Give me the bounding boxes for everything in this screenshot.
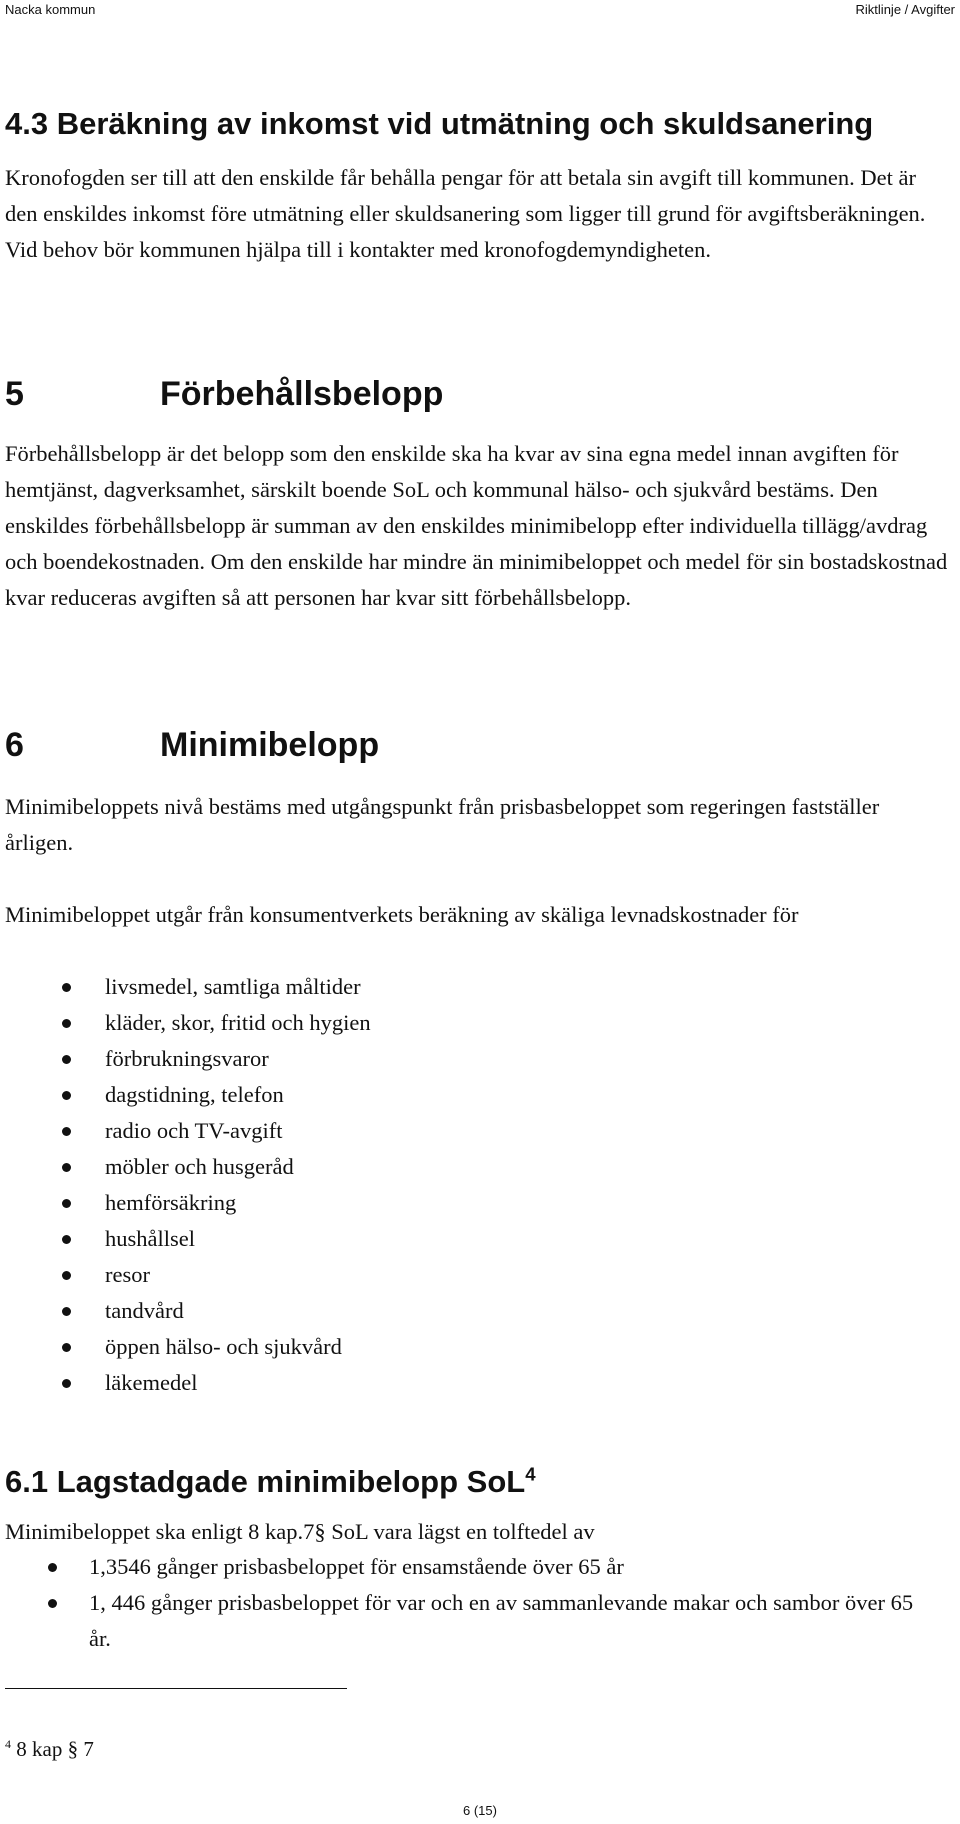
bullet-icon [62, 1163, 71, 1172]
paragraph-4-3: Kronofogden ser till att den enskilde får behålla pengar för att betala sin avgift till kommunen. Det är den enskildes inkomst före utmätning eller skuldsanering som ligger till grund för avgiftsberäkningen. Vid behov bör kommunen hjälpa till i kontakter med kronofogdemyndigheten. [5, 165, 926, 262]
bullet-icon [62, 1271, 71, 1280]
paragraph-6-2: Minimibeloppet utgår från konsumentverkets beräkning av skäliga levnadskostnader för [5, 902, 799, 927]
page-number: 6 (15) [463, 1803, 497, 1818]
paragraph-6-1: Minimibeloppets nivå bestäms med utgångspunkt från prisbasbeloppet som regeringen fastställer årligen. [5, 794, 880, 855]
cost-items-list [105, 969, 925, 1401]
minimum-amount-list [89, 1549, 929, 1657]
list-item: resor [105, 1257, 925, 1293]
heading-6-1-text: 6.1 Lagstadgade minimibelopp SoL [5, 1464, 526, 1499]
heading-6-title: Minimibelopp [160, 726, 380, 764]
list-item: hushållsel [105, 1221, 925, 1257]
list-item: 1, 446 gånger prisbasbeloppet för var och en av sammanlevande makar och sambor över 65 år. [89, 1585, 929, 1657]
bullet-icon [62, 1091, 71, 1100]
header-document-type: Riktlinje / Avgifter [855, 2, 955, 17]
bullet-icon [48, 1563, 57, 1572]
bullet-icon [62, 1055, 71, 1064]
heading-4-3: 4.3 Beräkning av inkomst vid utmätning och skuldsanering [5, 106, 874, 141]
list-item: läkemedel [105, 1365, 925, 1401]
bullet-icon [48, 1599, 57, 1608]
bullet-icon [62, 983, 71, 992]
list-item: kläder, skor, fritid och hygien [105, 1005, 925, 1041]
footnote-text: 8 kap § 7 [16, 1737, 94, 1761]
heading-6 [5, 726, 379, 765]
list-item: förbrukningsvaror [105, 1041, 925, 1077]
list-item: möbler och husgeråd [105, 1149, 925, 1185]
bullet-icon [62, 1307, 71, 1316]
bullet-icon [62, 1127, 71, 1136]
paragraph-6-1-intro: Minimibeloppet ska enligt 8 kap.7§ SoL vara lägst en tolftedel av [5, 1519, 595, 1544]
footnote-marker: 4 [5, 1737, 11, 1751]
heading-5 [5, 375, 443, 414]
footnote [5, 1737, 94, 1762]
list-item: livsmedel, samtliga måltider [105, 969, 925, 1005]
header-organization: Nacka kommun [5, 2, 96, 17]
bullet-icon [62, 1235, 71, 1244]
bullet-icon [62, 1019, 71, 1028]
heading-6-number: 6 [5, 726, 24, 764]
footnote-separator [5, 1688, 347, 1689]
paragraph-5: Förbehållsbelopp är det belopp som den enskilde ska ha kvar av sina egna medel innan avgiften för hemtjänst, dagverksamhet, särskilt boende SoL och kommunal hälso- och sjukvård bestäms. Den enskildes förbehållsbelopp är summan av den enskildes minimibelopp efter individuella tillägg/avdrag och boendekostnaden. Om den enskilde har mindre än minimibeloppet och medel för sin bostadskostnad kvar reduceras avgiften så att personen har kvar sitt förbehållsbelopp. [5, 441, 948, 610]
bullet-icon [62, 1379, 71, 1388]
bullet-icon [62, 1343, 71, 1352]
list-item: dagstidning, telefon [105, 1077, 925, 1113]
list-item: radio och TV-avgift [105, 1113, 925, 1149]
heading-5-number: 5 [5, 375, 24, 413]
heading-5-title: Förbehållsbelopp [160, 375, 444, 413]
bullet-icon [62, 1199, 71, 1208]
list-item: 1,3546 gånger prisbasbeloppet för ensamstående över 65 år [89, 1549, 929, 1585]
footnote-reference: 4 [525, 1463, 536, 1485]
list-item: hemförsäkring [105, 1185, 925, 1221]
list-item: tandvård [105, 1293, 925, 1329]
heading-6-1 [5, 1464, 536, 1500]
list-item: öppen hälso- och sjukvård [105, 1329, 925, 1365]
